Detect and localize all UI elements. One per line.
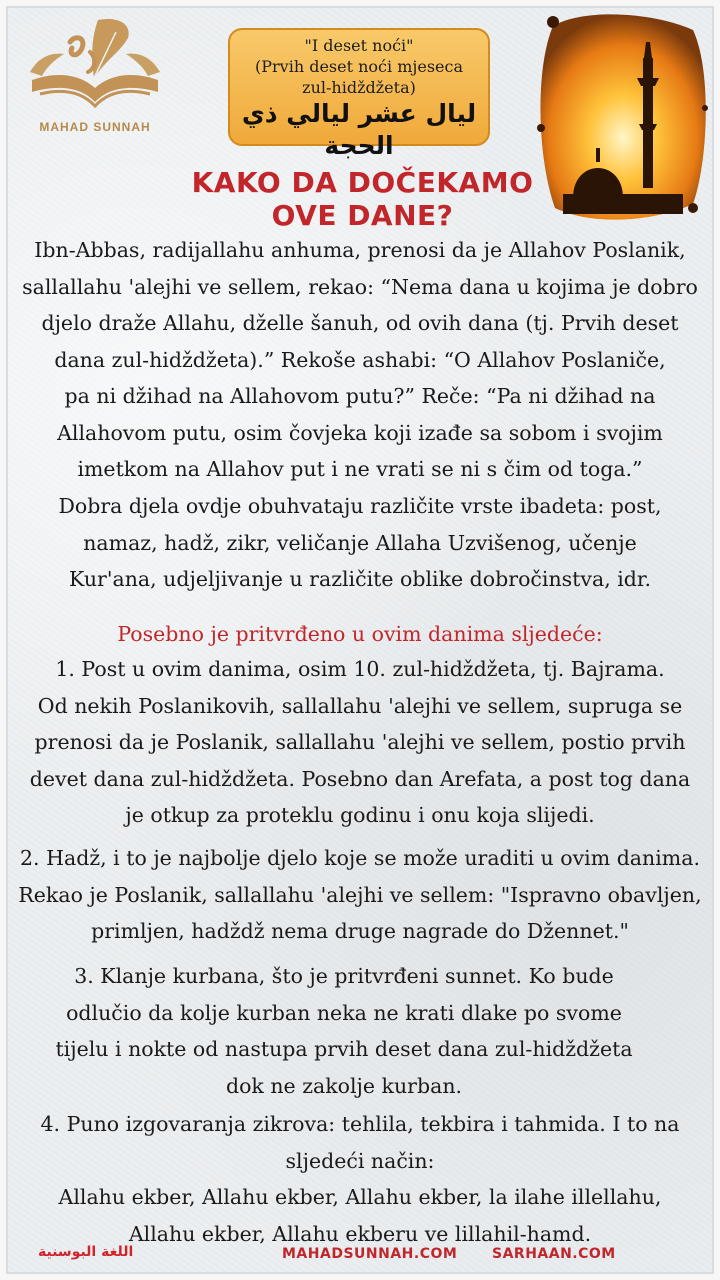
language-label: اللغة البوسنية [38,1244,134,1260]
text-line: odlučio da kolje kurban neka ne krati dlake po svome [66,1000,622,1025]
title-arabic: ليال عشر ليالي ذي الحجة [241,99,477,160]
text-line: Allahu ekber, Allahu ekberu ve lillahil-hamd. [128,1221,592,1246]
text-line: djelo draže Allahu, dželle šanuh, od ovih dana (tj. Prvih deset [41,311,679,335]
text-line: 2. Hadž, i to je najbolje djelo koje se može uraditi u ovim danima. [20,846,700,870]
title-line-3: zul-hidždžeta) [302,78,416,97]
text-line: Od nekih Poslanikovih, sallallahu 'alejhi ve sellem, supruga se [37,693,683,718]
text-line: imetkom na Allahov put i ne vrati se ni s čim od toga.” [77,457,643,481]
text-line: Kur'ana, udjeljivanje u različite oblike dobročinstva, idr. [68,567,651,591]
text-line: prenosi da je Poslanik, sallallahu 'alejhi ve sellem, postio prvih [34,730,686,754]
text-line: je otkup za proteklu godinu i onu koja slijedi. [125,803,595,827]
text-line: tijelu i nokte od nastupa prvih deset dana zul-hidždžeta [55,1037,633,1061]
text-line: devet dana zul-hidždžeta. Posebno dan Arefata, a post tog dana [29,766,691,791]
text-line: 1. Post u ovim danima, osim 10. zul-hidždžeta, tj. Bajrama. [55,657,665,681]
book-quill-icon [20,12,170,122]
text-line: 3. Klanje kurbana, što je pritvrđeni sunnet. Ko bude [74,964,614,988]
mahad-sunnah-logo [20,12,170,147]
mahadsunnah-link[interactable]: MAHADSUNNAH.COM [282,1246,458,1262]
title-line-1: "I deset noći" [304,36,414,55]
text-line: dok ne zakolje kurban. [225,1073,463,1098]
text-line: 4. Puno izgovaranja zikrova: tehlila, tekbira i tahmida. I to na [40,1112,680,1136]
point-1-paragraph [14,651,706,834]
point-4-paragraph [14,1106,706,1252]
title-box [228,28,490,160]
text-line: dana zul-hidždžeta).” Rekoše ashabi: “O Allahov Poslaniče, [54,347,666,372]
intro-paragraph [14,232,706,488]
subheading: Posebno je pritvrđeno u ovim danima sljedeće: [117,622,603,646]
text-line: Allahovom putu, osim čovjeka koji izađe sa sobom i svojim [57,420,663,445]
text-line: namaz, hadž, zikr, veličanje Allaha Uzvišenog, učenje [83,530,637,555]
text-line: primljen, hadždž nema druge nagrade do Džennet." [91,919,629,943]
sarhaan-link[interactable]: SARHAAN.COM [492,1246,616,1262]
headline-line-1: KAKO DA DOČEKAMO [191,166,534,199]
title-line-2: (Prvih deset noći mjeseca [255,57,463,76]
text-line: Dobra djela ovdje obuhvataju različite vrste ibadeta: post, [58,494,662,518]
text-line: Rekao je Poslanik, sallallahu 'alejhi ve sellem: "Ispravno obavljen, [18,882,702,907]
text-line: sallallahu 'alejhi ve sellem, rekao: “Nema dana u kojima je dobro [22,274,698,299]
point-3-paragraph [0,958,690,1104]
text-line: pa ni džihad na Allahovom putu?” Reče: “Pa ni džihad na [64,384,656,408]
headline-line-2: OVE DANE? [271,199,454,232]
good-deeds-paragraph [14,488,706,598]
headline [190,166,535,232]
sunset-mosque-image [533,8,711,230]
text-line: Allahu ekber, Allahu ekber, Allahu ekber, la ilahe illellahu, [58,1185,662,1209]
text-line: Ibn-Abbas, radijallahu anhuma, prenosi da je Allahov Poslanik, [34,238,686,262]
point-2-paragraph [14,840,706,950]
logo-text: MAHAD SUNNAH [39,120,151,134]
text-line: sljedeći način: [285,1148,435,1173]
